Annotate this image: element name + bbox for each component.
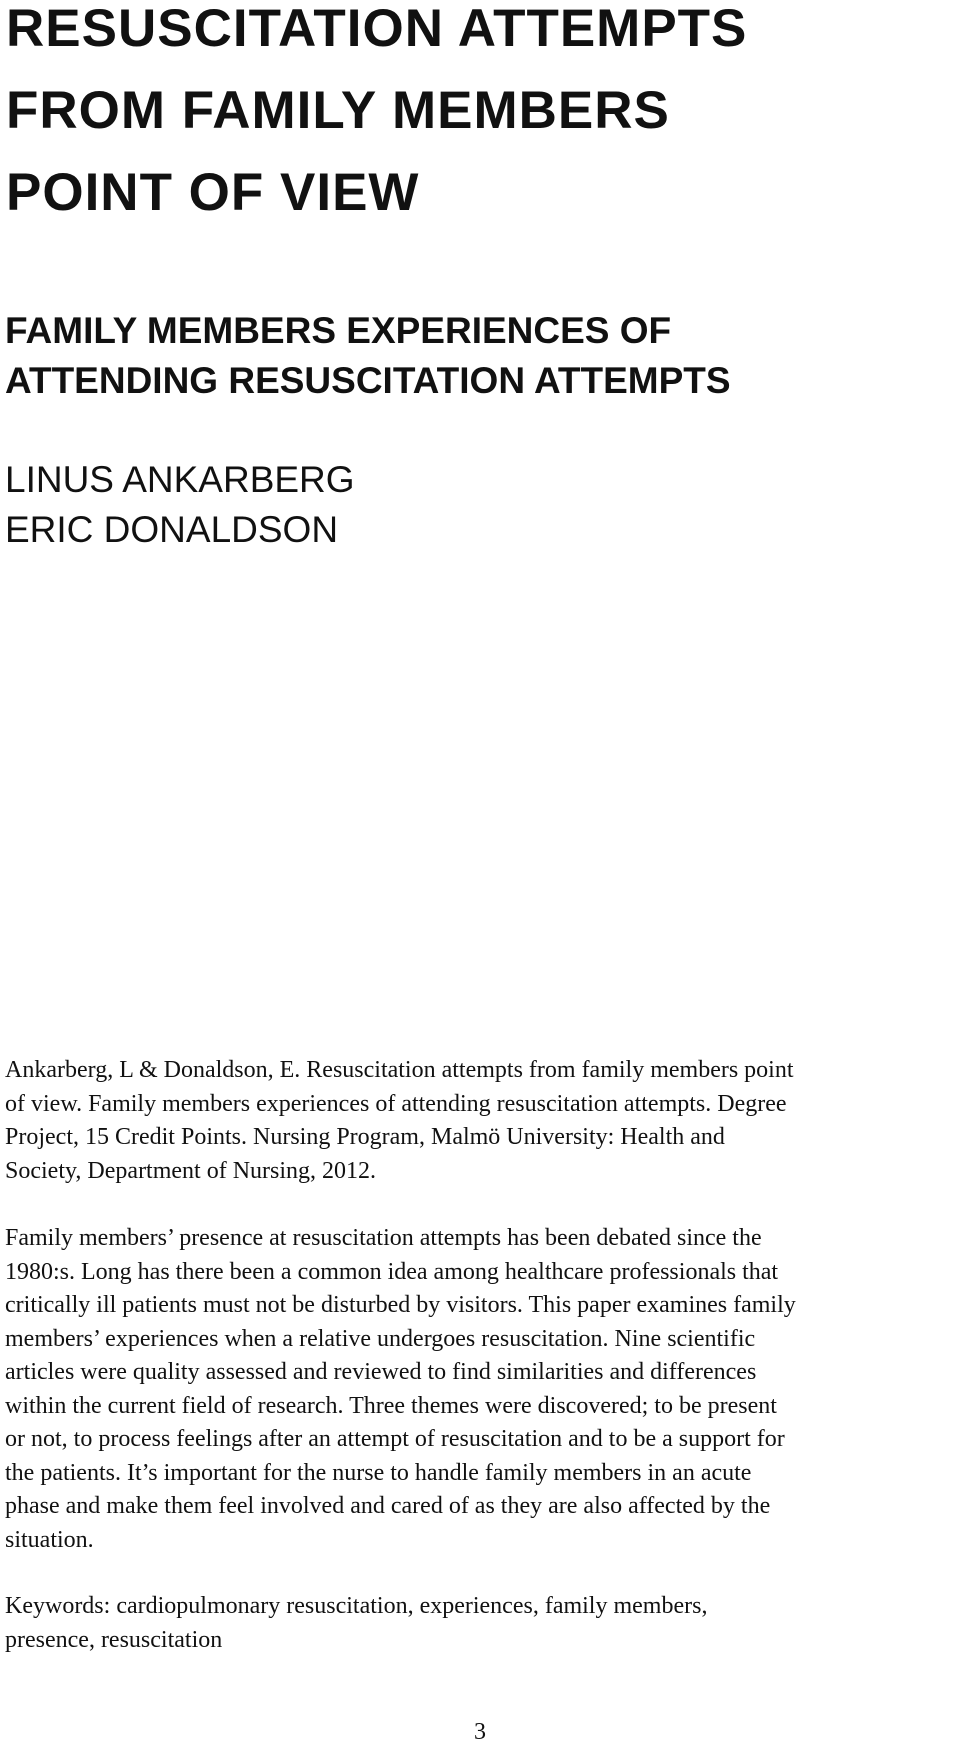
abstract-line: or not, to process feelings after an attempt of resuscitation and to be a support for [5,1426,785,1452]
abstract-line: Family members’ presence at resuscitation attempts has been debated since the [5,1225,762,1251]
citation-line: Project, 15 Credit Points. Nursing Program, Malmö University: Health and [5,1124,725,1150]
keywords-line: presence, resuscitation [5,1626,223,1653]
page-number: 3 [474,1719,486,1745]
abstract-line: 1980:s. Long has there been a common idea among healthcare professionals that [5,1258,779,1285]
title-line: POINT OF VIEW [6,163,420,222]
abstract-line: within the current field of research. Three themes were discovered; to be present [5,1392,777,1419]
subtitle-line: ATTENDING RESUSCITATION ATTEMPTS [5,360,731,401]
author-name: LINUS ANKARBERG [5,459,355,500]
abstract-line: critically ill patients must not be disturbed by visitors. This paper examines family [5,1292,796,1318]
author-list [5,455,945,555]
keywords-paragraph [5,1590,955,1657]
abstract-line: members’ experiences when a relative undergoes resuscitation. Nine scientific [5,1325,756,1352]
document-subtitle [5,306,945,406]
citation-line: Ankarberg, L & Donaldson, E. Resuscitation attempts from family members point [5,1057,794,1083]
subtitle-line: FAMILY MEMBERS EXPERIENCES OF [5,310,672,351]
citation-paragraph [5,1054,955,1188]
author-name: ERIC DONALDSON [5,509,339,550]
abstract-paragraph [5,1222,955,1557]
abstract-line: situation. [5,1526,94,1553]
keywords-line: Keywords: cardiopulmonary resuscitation, experiences, family members, [5,1593,708,1619]
citation-line: Society, Department of Nursing, 2012. [5,1157,377,1184]
abstract-line: the patients. It’s important for the nurse to handle family members in an acute [5,1459,752,1486]
title-line: RESUSCITATION ATTEMPTS [6,0,748,58]
title-line: FROM FAMILY MEMBERS [6,81,670,140]
abstract-line: articles were quality assessed and reviewed to find similarities and differences [5,1359,757,1385]
abstract-line: phase and make them feel involved and cared of as they are also affected by the [5,1493,771,1519]
document-title [6,0,946,234]
citation-line: of view. Family members experiences of attending resuscitation attempts. Degree [5,1090,787,1117]
